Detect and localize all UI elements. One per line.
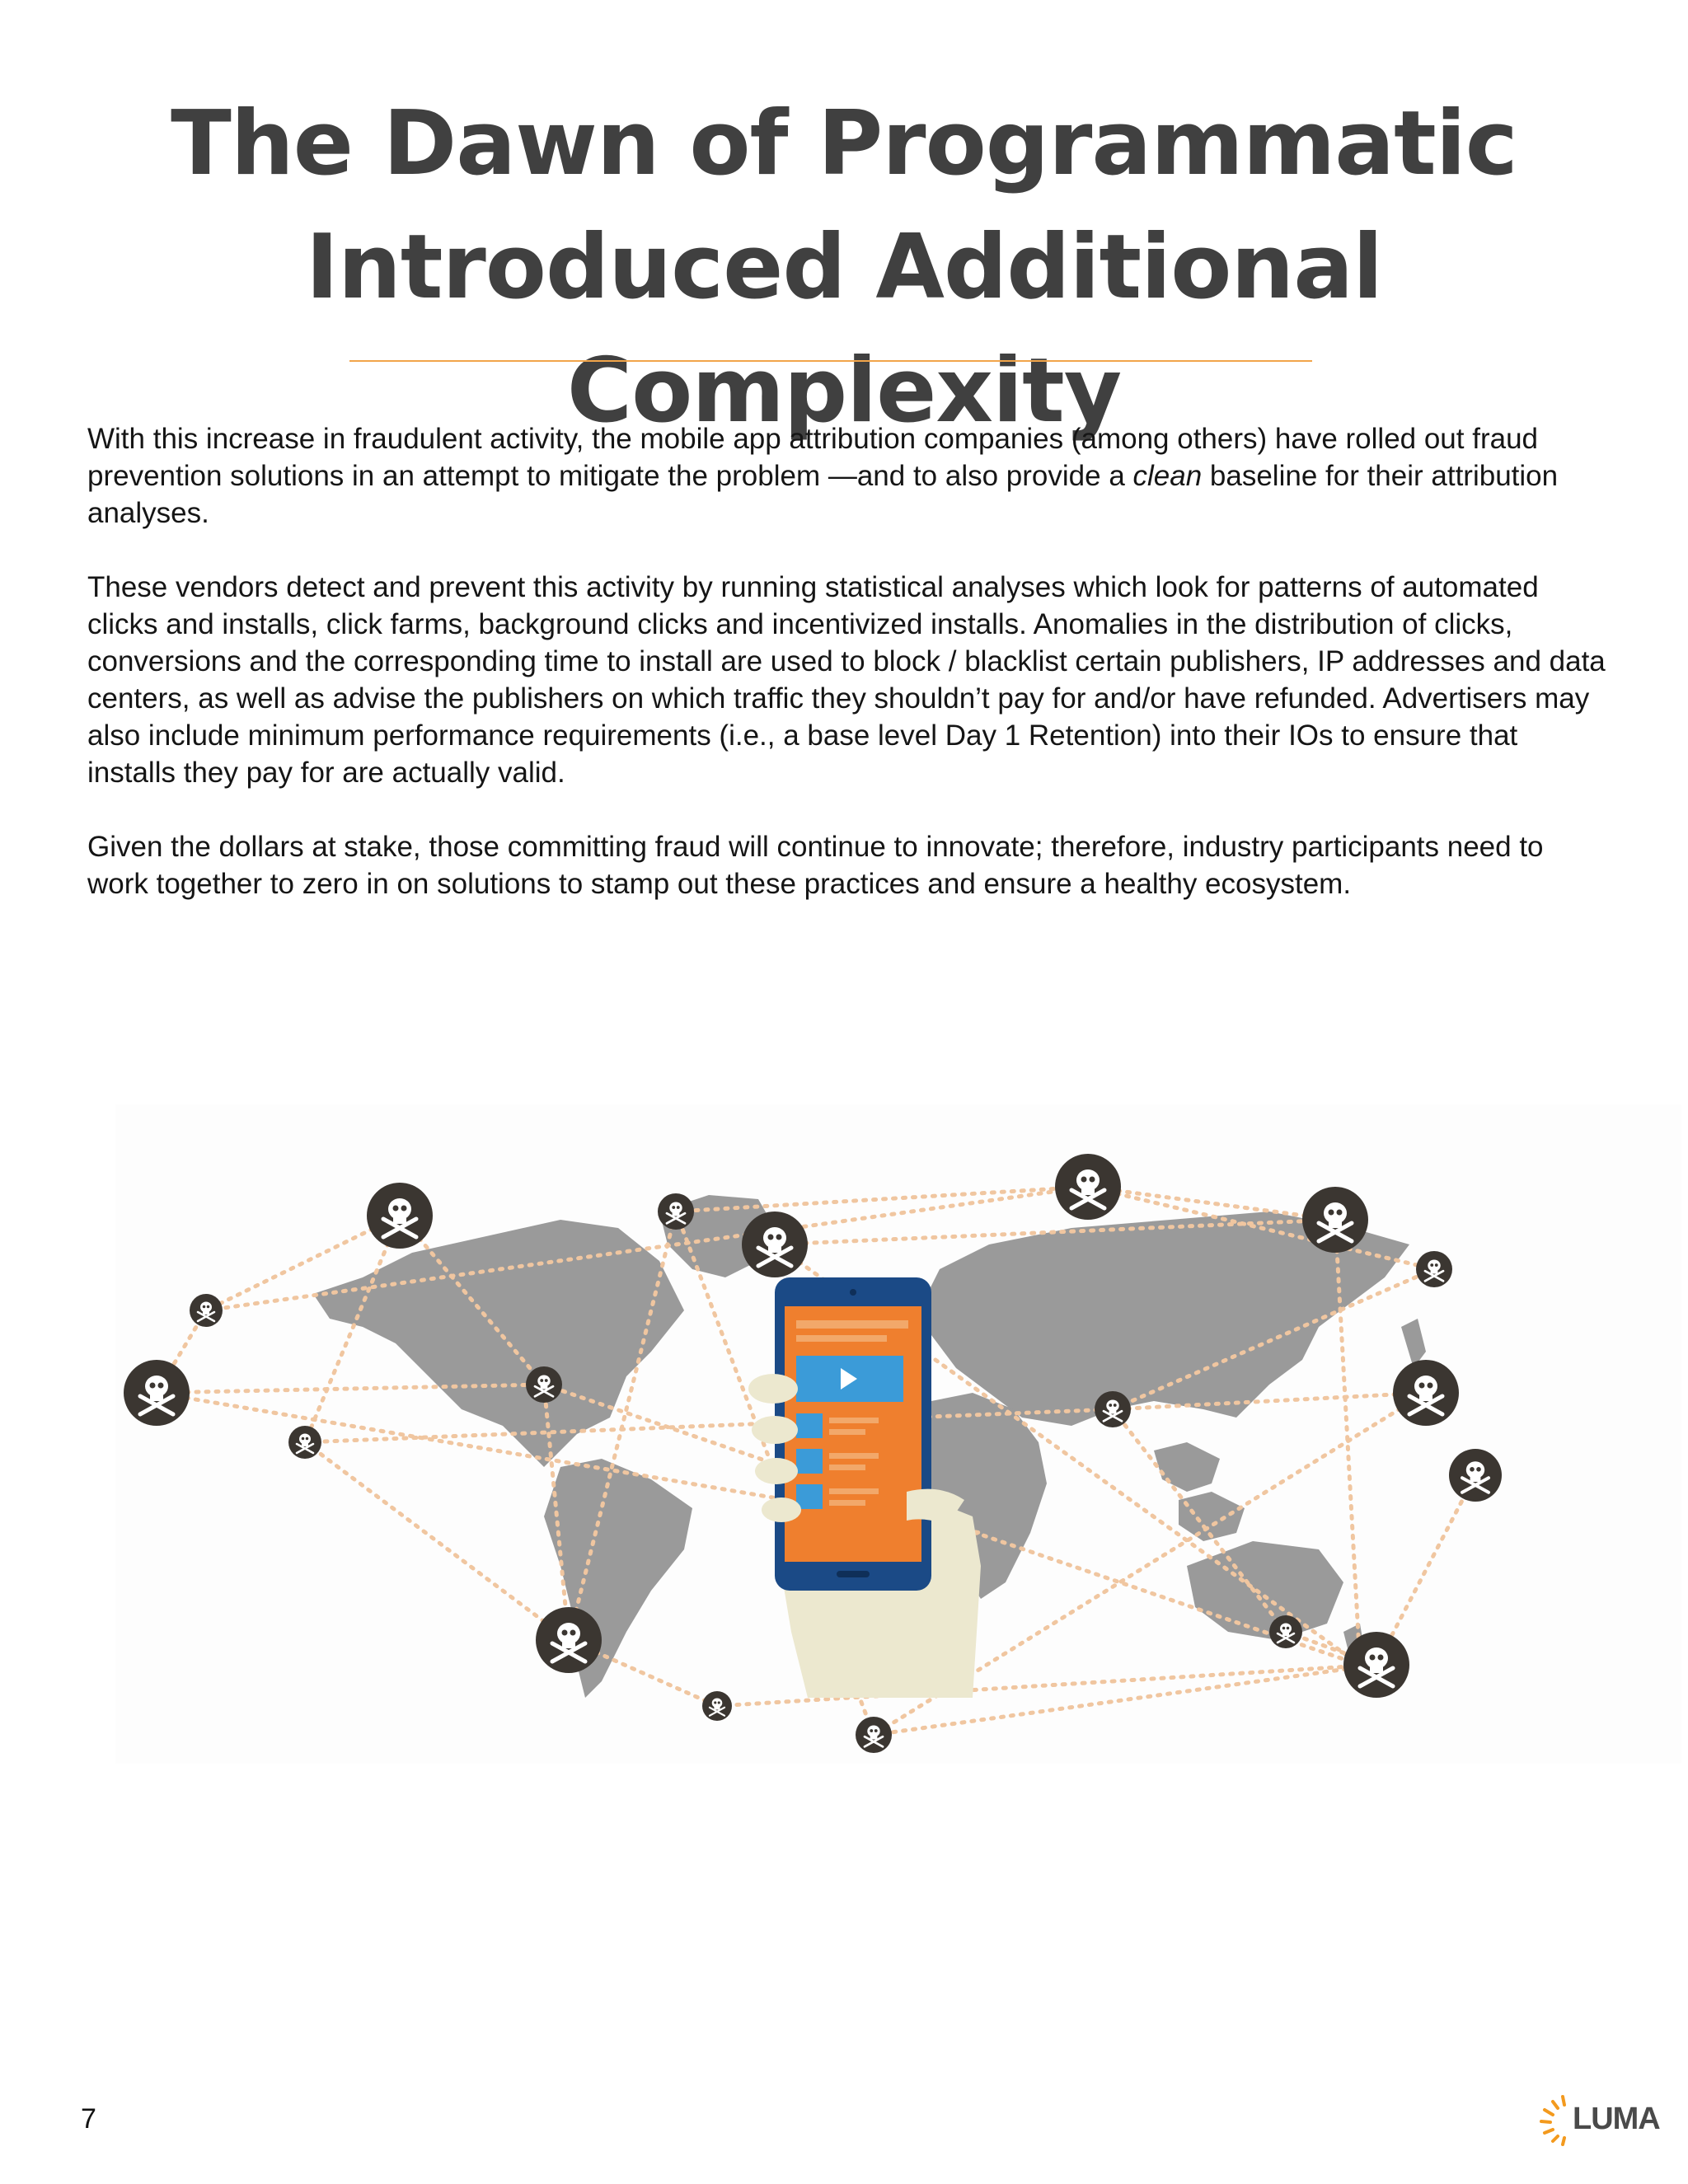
skull-crossbones-icon — [1055, 1154, 1121, 1220]
logo-text: LUMA — [1573, 2102, 1660, 2136]
skull-crossbones-icon — [1302, 1187, 1368, 1253]
title-line-2: Introduced Additional Complexity — [305, 216, 1383, 443]
sunburst-icon — [1538, 2093, 1574, 2148]
paragraph-2: These vendors detect and prevent this activity by running statistical analyses which look for patterns of automated clicks and installs, click farms, background clicks and incentivized installs. Anomalies in the distribution of clicks, conversions and the corresponding time to install are used to block / blacklist certain publishers, IP addresses and data centers, as well as advise the publishers on which traffic they shouldn’t pay for and/or have refunded. Advertisers may also include minimum performance requirements (i.e., a base level Day 1 Retention) into their IOs to ensure that installs they pay for are actually valid. — [87, 571, 1606, 789]
skull-crossbones-icon — [367, 1183, 433, 1249]
finger — [748, 1374, 798, 1404]
emphasis-clean: clean — [1132, 460, 1203, 492]
fraud-network-illustration — [115, 1104, 1681, 1764]
skull-crossbones-icon — [288, 1426, 321, 1459]
skull-crossbones-icon — [1269, 1615, 1302, 1648]
skull-crossbones-icon — [1449, 1449, 1502, 1502]
luma-logo — [1538, 2093, 1662, 2151]
title-divider — [349, 360, 1312, 362]
skull-crossbones-icon — [124, 1360, 190, 1426]
skull-crossbones-icon — [702, 1691, 732, 1721]
skull-crossbones-icon — [658, 1193, 694, 1230]
skull-crossbones-icon — [526, 1366, 562, 1403]
page-title — [49, 82, 1639, 453]
skull-crossbones-icon — [1095, 1391, 1131, 1427]
skull-crossbones-icon — [536, 1607, 602, 1673]
skull-crossbones-icon — [1393, 1360, 1459, 1426]
skull-crossbones-icon — [1416, 1251, 1452, 1287]
paragraph-1: With this increase in fraudulent activity, the mobile app attribution companies (among others) have rolled out fraud prevention solutions in an attempt to mitigate the problem —and to also provide a clean baseline for their attribution analyses. — [87, 423, 1559, 529]
page-number: 7 — [81, 2103, 96, 2135]
skull-crossbones-icon — [1343, 1632, 1409, 1698]
body-text — [87, 420, 1612, 940]
title-line-1: The Dawn of Programmatic — [171, 92, 1517, 195]
skull-crossbones-icon — [190, 1294, 223, 1327]
paragraph-3: Given the dollars at stake, those committing fraud will continue to innovate; therefore, industry participants need to work together to zero in on solutions to stamp out these practices and ensure a healthy ecosystem. — [87, 831, 1544, 900]
skull-crossbones-icon — [742, 1212, 808, 1277]
skull-crossbones-icon — [856, 1717, 892, 1753]
world-map-illustration — [115, 1104, 1681, 1764]
